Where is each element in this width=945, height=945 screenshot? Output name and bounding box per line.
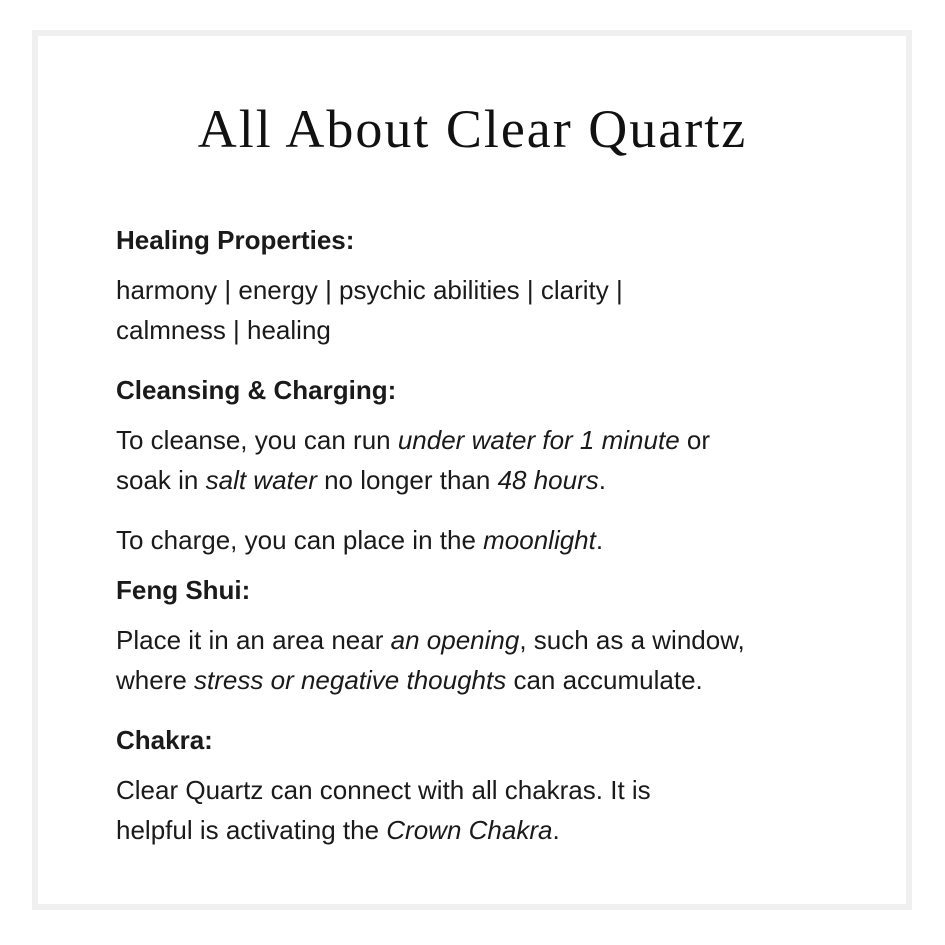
heading-feng-shui: Feng Shui: <box>116 575 251 605</box>
feng-shui-line-1: Place it in an area near an opening, such as a window, <box>116 625 745 655</box>
cleansing-line-2: soak in salt water no longer than 48 hours. <box>116 465 606 495</box>
heading-chakra: Chakra: <box>116 725 213 755</box>
heading-healing: Healing Properties: <box>116 225 355 255</box>
healing-line-2: calmness | healing <box>116 315 331 345</box>
chakra-line-2: helpful is activating the Crown Chakra. <box>116 815 560 845</box>
page-title: All About Clear Quartz <box>197 99 748 159</box>
chakra-line-1: Clear Quartz can connect with all chakras. It is <box>116 775 651 805</box>
cleansing-line-1: To cleanse, you can run under water for 1 minute or <box>116 425 710 455</box>
charging-line: To charge, you can place in the moonlight. <box>116 525 604 555</box>
feng-shui-line-2: where stress or negative thoughts can accumulate. <box>116 665 703 695</box>
healing-line-1: harmony | energy | psychic abilities | clarity | <box>116 275 623 305</box>
heading-cleansing: Cleansing & Charging: <box>116 375 397 405</box>
